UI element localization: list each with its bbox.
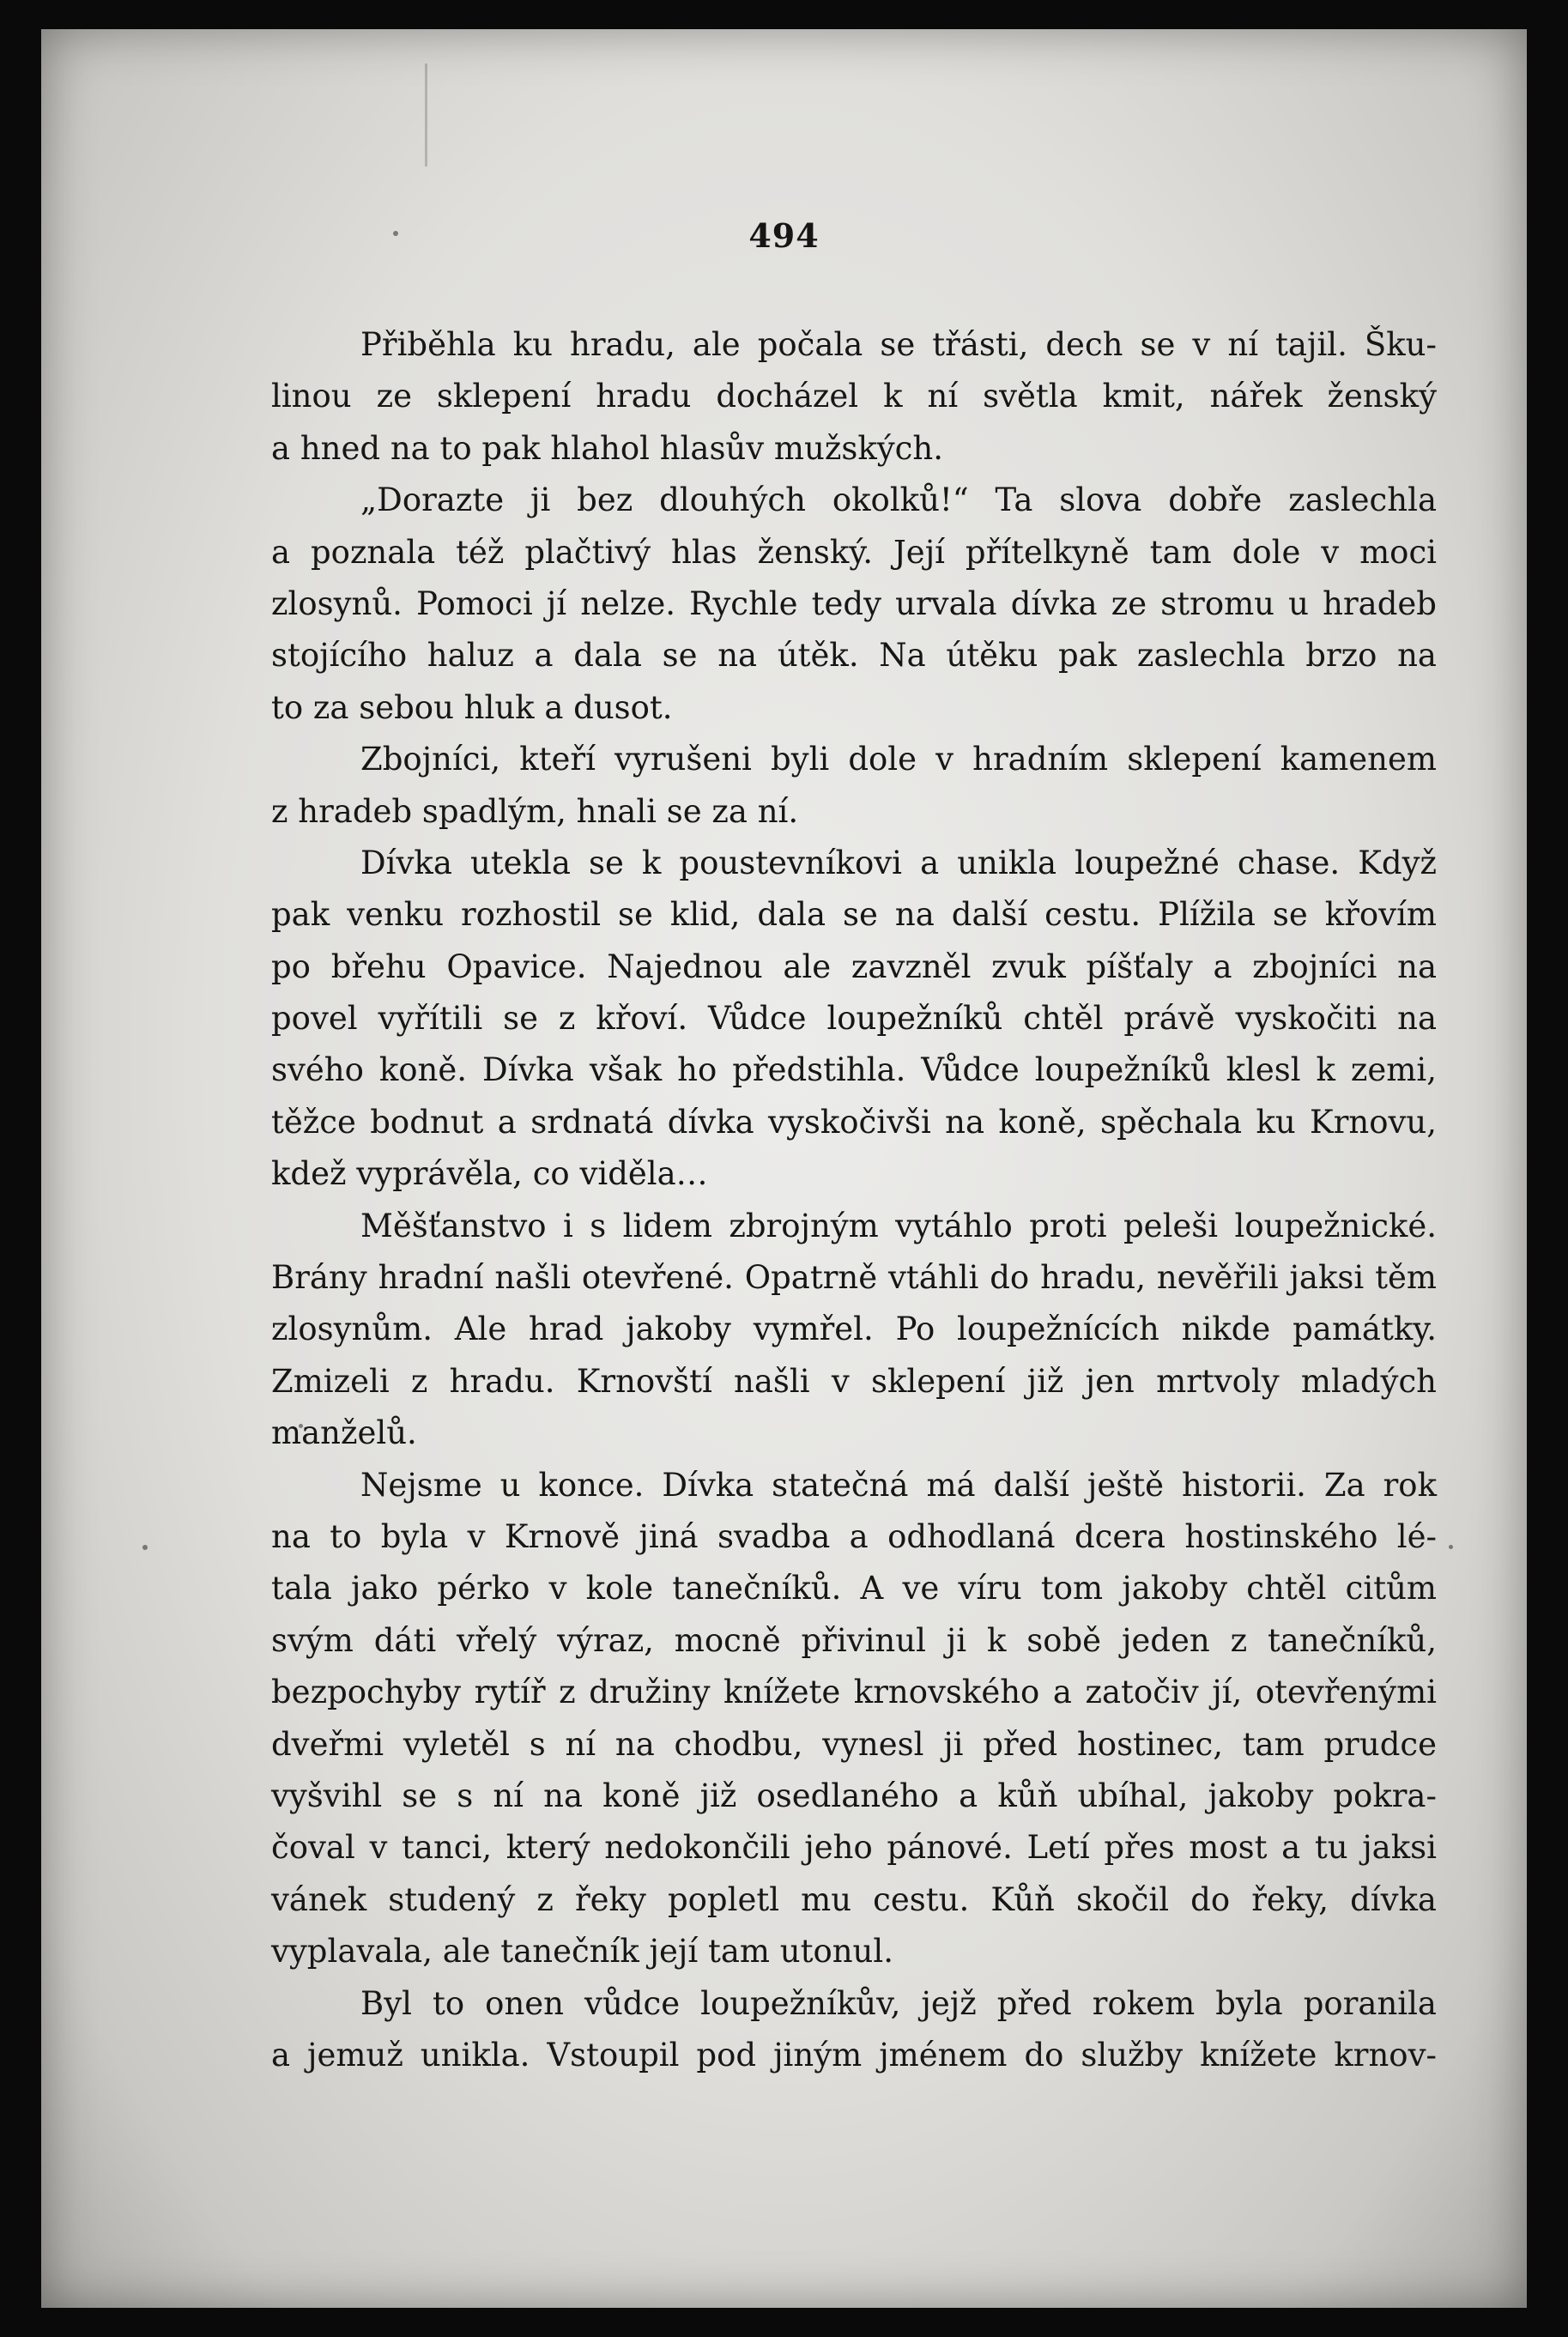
text-line: stojícího haluz a dala se na útěk. Na útěku pak zaslechla brzo na [271, 637, 1437, 675]
text-line: vánek studený z řeky popletl mu cestu. Kůň skočil do řeky, dívka [271, 1880, 1437, 1918]
text-line: čoval v tanci, který nedokončili jeho pánové. Letí přes most a tu jaksi [271, 1829, 1437, 1867]
text-line: po břehu Opavice. Najednou ale zavzněl zvuk píšťaly a zbojníci na [271, 948, 1437, 985]
paragraph [271, 1978, 1437, 2082]
text-line: Zbojníci, kteří vyrušeni byli dole v hradním sklepení kamenem [360, 741, 1437, 778]
text-line: zlosynů. Pomoci jí nelze. Rychle tedy urvala dívka ze stromu u hradeb [271, 584, 1437, 622]
text-line: Brány hradní našli otevřené. Opatrně vtáhli do hradu, nevěřili jaksi těm [271, 1259, 1437, 1297]
text-line: to za sebou hluk a dusot. [271, 688, 673, 726]
text-line: Přiběhla ku hradu, ale počala se třásti, dech se v ní tajil. Šku- [360, 326, 1437, 363]
text-line: dveřmi vyletěl s ní na chodbu, vynesl ji před hostinec, tam prudce [271, 1725, 1437, 1763]
paper-speck [1449, 1545, 1453, 1549]
text-line: vyplavala, ale tanečník její tam utonul. [271, 1933, 893, 1971]
text-line: těžce bodnut a srdnatá dívka vyskočivši na koně, spěchala ku Krnovu, [271, 1103, 1437, 1141]
text-line: vyšvihl se s ní na koně již osedlaného a kůň ubíhal, jakoby pokra- [271, 1777, 1437, 1814]
text-line: Nejsme u konce. Dívka statečná má další ještě historii. Za rok [360, 1466, 1437, 1504]
page-number: 494 [748, 216, 820, 255]
paper-speck [142, 1545, 148, 1550]
text-line: manželů. [271, 1414, 417, 1452]
text-line: zlosynům. Ale hrad jakoby vymřel. Po loupežnících nikde památky. [271, 1311, 1437, 1348]
text-line: bezpochyby rytíř z družiny knížete krnovského a zatočiv jí, otevřenými [271, 1674, 1437, 1711]
text-line: Dívka utekla se k poustevníkovi a unikla loupežné chase. Když [360, 844, 1437, 881]
text-line: na to byla v Krnově jiná svadba a odhodlaná dcera hostinského lé- [271, 1517, 1437, 1555]
text-line: pak venku rozhostil se klid, dala se na další cestu. Plížila se křovím [271, 896, 1437, 934]
paragraph [271, 838, 1437, 1201]
text-line: povel vyřítili se z křoví. Vůdce loupežníků chtěl právě vyskočiti na [271, 1000, 1437, 1038]
text-line: tala jako pérko v kole tanečníků. A ve víru tom jakoby chtěl citům [271, 1570, 1437, 1607]
paragraph [271, 734, 1437, 838]
paragraph [271, 1201, 1437, 1460]
text-line: Zmizeli z hradu. Krnovští našli v sklepení již jen mrtvoly mladých [271, 1362, 1437, 1400]
text-line: linou ze sklepení hradu docházel k ní světla kmit, nářek ženský [271, 378, 1437, 415]
text-line: z hradeb spadlým, hnali se za ní. [271, 792, 799, 830]
paper-crease [425, 64, 427, 166]
text-line: a jemuž unikla. Vstoupil pod jiným jménem do služby knížete krnov- [271, 2036, 1437, 2074]
paragraph [271, 1460, 1437, 1978]
book-page [41, 29, 1527, 2308]
text-line: a hned na to pak hlahol hlasův mužských. [271, 429, 943, 467]
text-line: a poznala též plačtivý hlas ženský. Její přítelkyně tam dole v moci [271, 533, 1437, 571]
paragraph [271, 475, 1437, 734]
paragraph [271, 319, 1437, 475]
text-line: Měšťanstvo i s lidem zbrojným vytáhlo proti peleši loupežnické. [360, 1207, 1437, 1244]
text-line: „Dorazte ji bez dlouhých okolků!“ Ta slova dobře zaslechla [360, 481, 1437, 519]
text-line: kdež vyprávěla, co viděla… [271, 1155, 708, 1193]
text-line: svého koně. Dívka však ho předstihla. Vůdce loupežníků klesl k zemi, [271, 1051, 1437, 1089]
text-line: Byl to onen vůdce loupežníkův, jejž před rokem byla poranila [360, 1984, 1437, 2022]
text-line: svým dáti vřelý výraz, mocně přivinul ji k sobě jeden z tanečníků, [271, 1621, 1437, 1659]
page-text [271, 319, 1437, 2081]
